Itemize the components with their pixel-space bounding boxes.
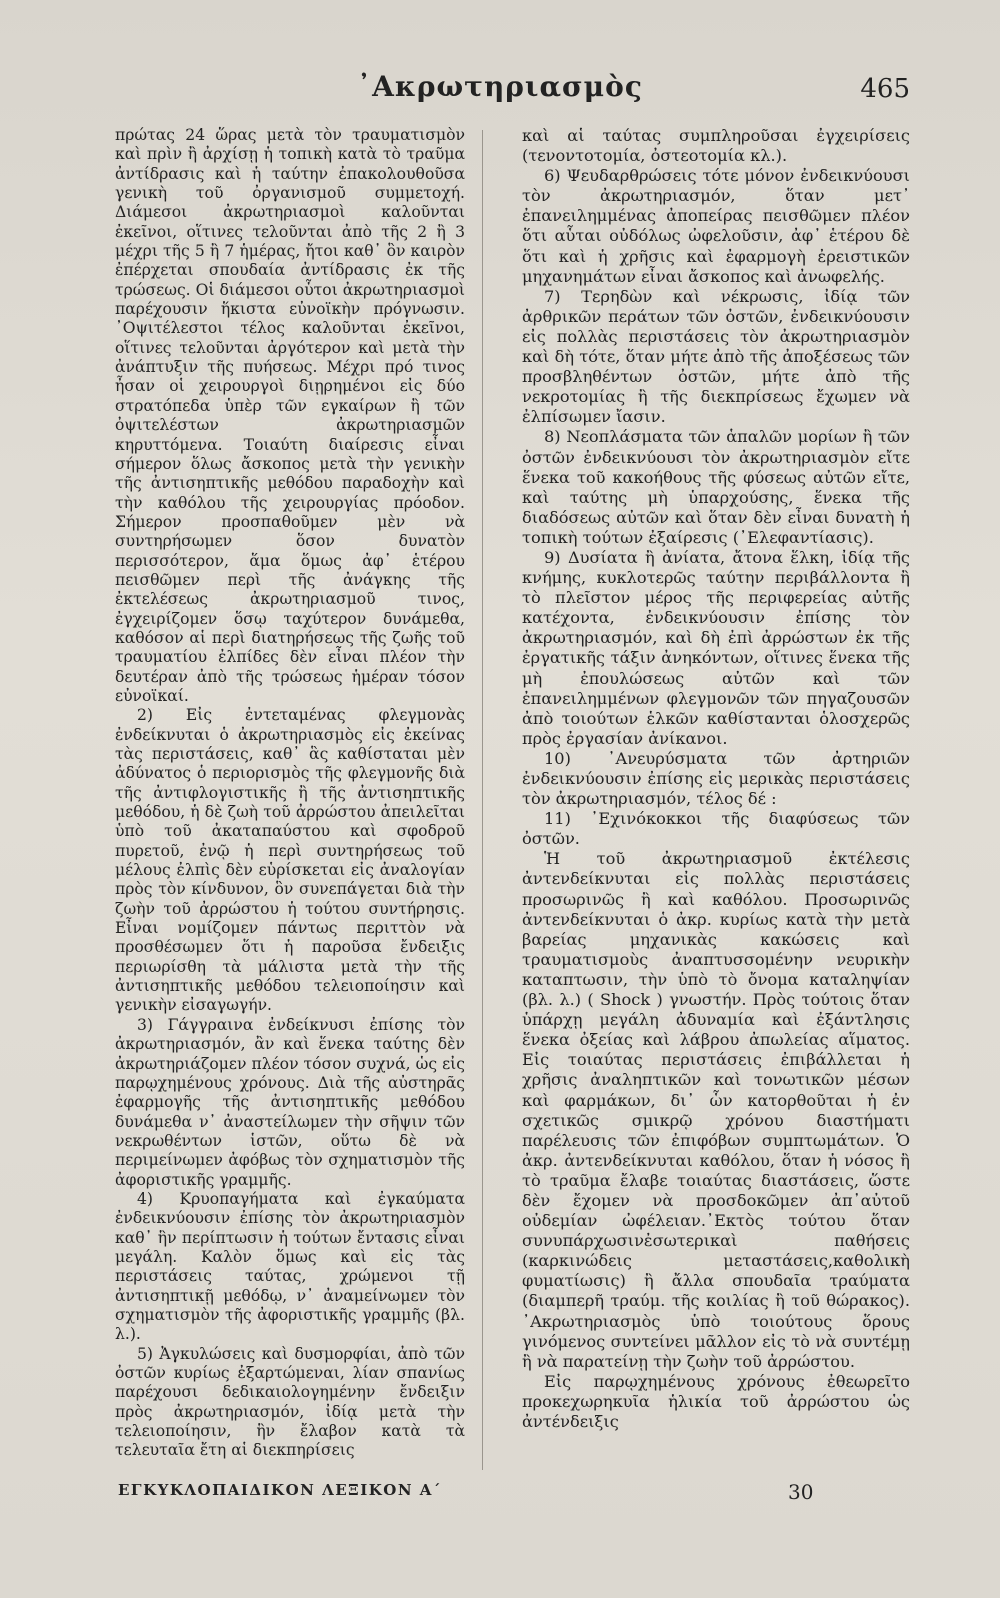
paragraph: 2) Εἰς ἐντεταμένας φλεγμονὰς ἐνδείκνυται ὁ ἀκρωτηριασμὸς εἰς ἐκείνας τὰς περιστάσεις, καθ᾿ ἃς καθίσταται μὲν ἀδύνατος ὁ περιορισμὸς τῆς φλεγμονῆς διὰ τῆς ἀντιφλογιστικῆς ἢ τῆς ἀντισηπτικῆς μεθόδου, ἡ δὲ ζωὴ τοῦ ἀρρώστου ἀπειλεῖται ὑπὸ τοῦ ἀκαταπαύστου καὶ σφοδροῦ πυρετοῦ, ἐνῷ ἡ περὶ συντηρήσεως τοῦ μέλους ἐλπὶς δὲν εὑρίσκεται εἰς ἀναλογίαν πρὸς τὸν κίνδυνον, ὃν συνεπάγεται διὰ τὴν ζωὴν τοῦ ἀρρώστου ἡ τούτου συντήρησις. Εἶναι νομίζομεν πάντως περιττὸν νὰ προσθέσωμεν ὅτι ἡ παροῦσα ἔνδειξις περιωρίσθη τὰ μάλιστα μετὰ τὴν τῆς ἀντισηπτικῆς μεθόδου τελειοποίησιν καὶ γενικὴν εἰσαγωγήν. xyxy=(115,706,465,1015)
page-header-title: ᾿Ακρωτηριασμὸς xyxy=(357,70,643,103)
paragraph: 11) ᾿Εχινόκοκκοι τῆς διαφύσεως τῶν ὀστῶν. xyxy=(522,809,910,849)
paragraph: 6) Ψευδαρθρώσεις τότε μόνον ἐνδεικνύουσι τὸν ἀκρωτηριασμόν, ὅταν μετ᾿ ἐπανειλημμένας ἀποπείρας πεισθῶμεν πλέον ὅτι αὗται οὐδόλως ὠφελοῦσιν, ἀφ᾿ ἑτέρου δὲ ὅτι καὶ ἡ χρῆσις καὶ ἐφαρμογὴ ἐρειστικῶν μηχανημάτων εἶναι ἄσκοπος καὶ ἀνωφελής. xyxy=(522,166,910,286)
left-column xyxy=(115,126,465,1461)
paragraph: 5) Ἀγκυλώσεις καὶ δυσμορφίαι, ἀπὸ τῶν ὀστῶν κυρίως ἐξαρτώμεναι, λίαν σπανίως παρέχουσι δεδικαιολογημένην ἔνδειξιν πρὸς ἀκρωτηριασμόν, ἰδίᾳ μετὰ τὴν τελειοποίησιν, ἣν ἔλαβον κατὰ τὰ τελευταῖα ἔτη αἱ διεκπηρίσεις xyxy=(115,1344,465,1460)
footer-signature-number: 30 xyxy=(788,1480,814,1504)
paragraph: 8) Νεοπλάσματα τῶν ἁπαλῶν μορίων ἢ τῶν ὀστῶν ἐνδεικνύουσι τὸν ἀκρωτηριασμὸν εἴτε ἕνεκα τοῦ κακοήθους τῆς φύσεως αὐτῶν εἴτε, καὶ ταύτης μὴ ὑπαρχούσης, ἕνεκα τῆς διαδόσεως αὐτῶν καὶ ὅταν δὲν εἶναι δυνατὴ ἡ τοπικὴ τούτων ἐξαίρεσις (᾿Ελεφαντίασις). xyxy=(522,427,910,547)
paragraph: Εἰς παρῳχημένους χρόνους ἐθεωρεῖτο προκεχωρηκυῖα ἡλικία τοῦ ἀρρώστου ὡς ἀντένδειξις xyxy=(522,1371,910,1431)
page-number: 465 xyxy=(860,74,910,104)
paragraph: 7) Τερηδὼν καὶ νέκρωσις, ἰδίᾳ τῶν ἀρθρικῶν περάτων τῶν ὀστῶν, ἐνδεικνύουσιν εἰς πολλὰς περιστάσεις τὸν ἀκρωτηριασμὸν καὶ δὴ τότε, ὅταν μήτε ἀπὸ τῆς ἀποξέσεως τῶν προσβληθέντων ὀστῶν, μήτε ἀπὸ τῆς νεκροτομίας ἢ τῆς διεκπρίσεως ἔχωμεν νὰ ἐλπίσωμεν ἴασιν. xyxy=(522,286,910,427)
paragraph: 10) ᾿Ανευρύσματα τῶν ἀρτηριῶν ἐνδεικνύουσιν ἐπίσης εἰς μερικὰς περιστάσεις τὸν ἀκρωτηριασμόν, τέλος δέ : xyxy=(522,748,910,809)
paragraph: Ἡ τοῦ ἀκρωτηριασμοῦ ἐκτέλεσις ἀντενδείκνυται εἰς πολλὰς περιστάσεις προσωρινῶς ἢ καὶ καθόλου. Προσωρινῶς ἀντενδείκνυται ὁ ἀκρ. κυρίως κατὰ τὴν μετὰ βαρείας μηχανικὰς κακώσεις καὶ τραυματισμοὺς ἀναπτυσσομένην νευρικὴν καταπτωσιν, τὴν ὑπὸ τὸ ὄνομα καταληψίαν (βλ. λ.) ( Shock ) γνωστήν. Πρὸς τούτοις ὅταν ὑπάρχῃ μεγάλη ἀδυναμία καὶ ἐξάντλησις ἕνεκα ὀξείας καὶ λάβρου ἀπωλείας αἵματος. Εἰς τοιαύτας περιστάσεις ἐπιβάλλεται ἡ χρῆσις ἀναληπτικῶν καὶ τονωτικῶν μέσων καὶ φαρμάκων, δι᾿ ὧν κατορθοῦται ἡ ἐν σχετικῶς σμικρῷ χρόνου διαστήματι παρέλευσις τῶν ἐπιφόβων συμπτωμάτων. Ὁ ἀκρ. ἀντενδείκνυται καθόλου, ὅταν ἡ νόσος ἢ τὸ τραῦμα ἔλαβε τοιαύτας διαστάσεις, ὥστε δὲν ἔχομεν νὰ προσδοκῶμεν ἀπ᾿αὐτοῦ οὐδεμίαν ὠφέλειαν.᾿Εκτὸς τούτου ὅταν συνυπάρχωσινἐσωτερικαὶ παθήσεις (καρκινώδεις μεταστάσεις,καθολικὴ φυματίωσις) ἢ ἄλλα σπουδαῖα τραύματα (διαμπερῆ τραύμ. τῆς κοιλίας ἢ τοῦ θώρακος). ᾿Ακρωτηριασμὸς ὑπὸ τοιούτους ὅρους γινόμενος συντείνει μᾶλλον εἰς τὸ νὰ συντέμῃ ἢ νὰ παρατείνῃ τὴν ζωὴν τοῦ ἀρρώστου. xyxy=(522,849,910,1371)
footer-publication: ΕΓΚΥΚΛΟΠΑΙΔΙΚΟΝ ΛΕΞΙΚΟΝ Α´ xyxy=(118,1481,442,1499)
paragraph: πρώτας 24 ὥρας μετὰ τὸν τραυματισμὸν καὶ πρὶν ἢ ἀρχίσῃ ἡ τοπικὴ κατὰ τὸ τραῦμα ἀντίδρασις καὶ ἡ ταύτην ἐπακολουθοῦσα γενικὴ τοῦ ὀργανισμοῦ συμμετοχή. Διάμεσοι ἀκρωτηριασμοὶ καλοῦνται ἐκεῖνοι, οἵτινες τελοῦνται ἀπὸ τῆς 2 ἢ 3 μέχρι τῆς 5 ἢ 7 ἡμέρας, ἤτοι καθ᾿ ὃν καιρὸν ἐπέρχεται σπουδαία ἀντίδρασις ἐκ τῆς τρώσεως. Οἱ διάμεσοι οὗτοι ἀκρωτηριασμοὶ παρέχουσιν ἥκιστα εὐνοϊκὴν πρόγνωσιν. ᾿Οψιτέλεστοι τέλος καλοῦνται ἐκεῖνοι, οἵτινες τελοῦνται ἀργότερον καὶ μετὰ τὴν ἀνάπτυξιν τῆς πυήσεως. Μέχρι πρό τινος ἦσαν οἱ χειρουργοὶ διῃρημένοι εἰς δύο στρατόπεδα ὑπὲρ τῶν εγκαίρων ἢ τῶν ὀψιτελέστων ἀκρωτηριασμῶν κηρυττόμενα. Τοιαύτη διαίρεσις εἶναι σήμερον ὅλως ἄσκοπος μετὰ τὴν γενικὴν τῆς ἀντισηπτικῆς μεθόδου παραδοχὴν καὶ τὴν καθόλου τῆς χειρουργίας πρόοδον. Σήμερον προσπαθοῦμεν μὲν νὰ συντηρήσωμεν ὅσον δυνατὸν περισσότερον, ἅμα ὅμως ἀφ᾿ ἑτέρου πεισθῶμεν περὶ τῆς ἀνάγκης τῆς ἐκτελέσεως ἀκρωτηριασμοῦ τινος, ἐγχειρίζομεν ὅσῳ ταχύτερον δυνάμεθα, καθόσον αἱ περὶ διατηρήσεως τῆς ζωῆς τοῦ τραυματίου ἐλπίδες δὲν εἶναι πλέον τὴν δευτέραν ἀπὸ τῆς τρώσεως ἡμέραν τόσον εὐνοϊκαί. xyxy=(115,126,465,705)
paragraph: 9) Δυσίατα ἢ ἀνίατα, ἄτονα ἕλκη, ἰδίᾳ τῆς κνήμης, κυκλοτερῶς ταύτην περιβάλλοντα ἢ τὸ πλεῖστον μέρος τῆς περιφερείας αὐτῆς κατέχοντα, ἐνδεικνύουσιν ἐπίσης τὸν ἀκρωτηριασμόν, καὶ δὴ ἐπὶ ἀρρώστων ἐκ τῆς ἐργατικῆς τάξιν ἀνηκόντων, οἵτινες ἕνεκα τῆς μὴ ἐπουλώσεως αὐτῶν καὶ τῶν ἐπανειλημμένων φλεγμονῶν τῶν πηγαζουσῶν ἀπὸ τοιούτων ἑλκῶν καθίστανται ὁλοσχερῶς πρὸς ἐργασίαν ἀνίκανοι. xyxy=(522,547,910,748)
paragraph: 3) Γάγγραινα ἐνδείκνυσι ἐπίσης τὸν ἀκρωτηριασμόν, ἂν καὶ ἕνεκα ταύτης δὲν ἀκρωτηριάζομεν πλέον τόσον συχνά, ὡς εἰς παρῳχημένους χρόνους. Διὰ τῆς αὐστηρᾶς ἐφαρμογῆς τῆς ἀντισηπτικῆς μεθόδου δυνάμεθα ν᾿ ἀναστείλωμεν τὴν σῆψιν τῶν νεκρωθέντων ἱστῶν, οὕτω δὲ νὰ περιμείνωμεν ἀφόβως τὸν σχηματισμὸν τῆς ἀφοριστικῆς γραμμῆς. xyxy=(115,1015,465,1189)
column-divider xyxy=(482,130,483,1470)
paragraph: 4) Κρυοπαγήματα καὶ ἐγκαύματα ἐνδεικνύουσιν ἐπίσης τὸν ἀκρωτηριασμὸν καθ᾿ ἣν περίπτωσιν ἡ τούτων ἔντασις εἶναι μεγάλη. Καλὸν ὅμως καὶ εἰς τὰς περιστάσεις ταύτας, χρώμενοι τῇ ἀντισηπτικῇ μεθόδῳ, ν᾿ ἀναμείνωμεν τὸν σχηματισμὸν τῆς ἀφοριστικῆς γραμμῆς (βλ. λ.). xyxy=(115,1189,465,1344)
paragraph: καὶ αἱ ταύτας συμπληροῦσαι ἐγχειρίσεις (τενοντοτομία, ὀστεοτομία κλ.). xyxy=(522,126,910,166)
right-column xyxy=(522,126,910,1432)
